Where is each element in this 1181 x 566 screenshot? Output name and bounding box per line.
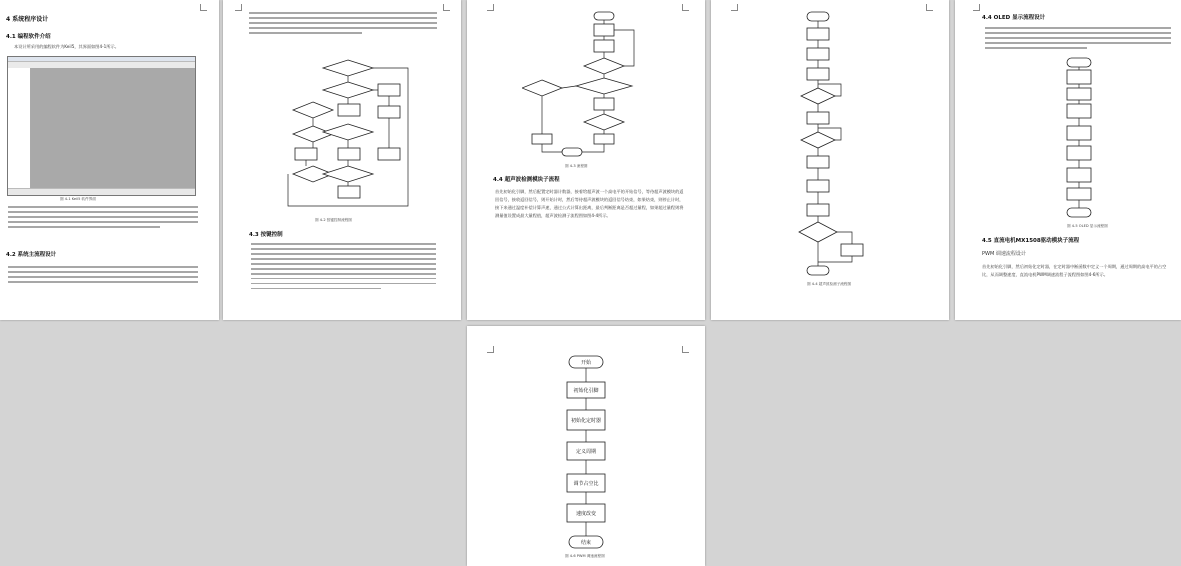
heading-chapter-4: 4 系统程序设计 [6,16,49,23]
figure-caption: 图 4-6 PWM 调速流程图 [565,554,605,558]
body-text-block [8,266,198,286]
figure-caption: 图 4-2 按键控制流程图 [315,218,352,222]
document-page-1 [0,0,219,320]
document-page-2 [223,0,461,320]
heading-4-1: 4.1 编程软件介绍 [6,34,51,40]
button-control-flowchart [283,58,413,208]
intro-paragraph: 本设计所采用的编程软件为Keil5，其界面如图4-1所示。 [14,44,119,49]
pwm-node-speed-change: 速度改变 [575,511,597,517]
ultrasonic-detection-flowchart [791,10,871,280]
screenshot-editor-area [31,68,195,189]
subheading-pwm: PWM 调速流程设计 [982,251,1026,257]
body-text-block [251,243,436,293]
heading-4-3: 4.3 按键控制 [249,232,283,238]
figure-caption: 图 4-1 Keil5 软件界面 [60,197,96,201]
pwm-node-duty-cycle: 调节占空比 [573,481,599,487]
heading-4-4-ultrasonic: 4.4 超声波检测模块子流程 [493,177,560,183]
page-corner-mark [200,4,207,11]
page-corner-mark [926,4,933,11]
keil5-screenshot-figure [7,56,196,196]
page-corner-mark [235,4,242,11]
screenshot-statusbar [8,188,195,195]
page-corner-mark [682,4,689,11]
document-page-3 [467,0,705,320]
heading-4-2: 4.2 系统主流程设计 [6,252,57,258]
heading-4-5: 4.5 直流电机MX1508驱动模块子流程 [982,238,1080,244]
figure-caption: 图 4-3 流程图 [565,164,588,168]
body-text-block [249,12,437,37]
figure-caption: 图 4-5 OLED 显示流程图 [1067,224,1108,228]
figure-caption: 图 4-4 超声波检测子流程图 [807,282,852,286]
document-page-4 [711,0,949,320]
screenshot-project-panel [8,68,31,189]
ultrasonic-body-paragraph: 首先初始化引脚，然后配置定时器计数器，接着给超声波一个高电平的开始信号，等待超声波模块的返回信号，接收返回信号，则开始计时，然后等待超声波模块的返回信号结束，如果结束，则停止计时，接下来通过温度补偿计算声速，通过公式计算出距离，最后判断距离是否超过量程，如果超过量程则将测量值设置成最大量程值，超声波检测子流程图如图4-4所示。 [495,189,684,218]
ultrasonic-overview-flowchart [522,10,642,160]
pwm-node-end: 结束 [580,540,592,546]
page-corner-mark [487,4,494,11]
pwm-body-paragraph: 首先初始化引脚，然后初始化定时器，在定时器中断函数中定义一个周期，通过周期的高电平的占空比，从而调整速度，直流电机PWM调速流程子流程图如图4-6所示。 [982,264,1167,277]
page-corner-mark [973,4,980,11]
pwm-node-start: 开始 [580,360,592,366]
page-corner-mark [443,4,450,11]
page-corner-mark [682,346,689,353]
heading-4-4-oled: 4.4 OLED 显示流程设计 [982,15,1046,21]
oled-display-flowchart [1055,56,1105,224]
page-corner-mark [487,346,494,353]
body-text-block [985,27,1171,52]
document-page-5 [955,0,1181,320]
page-corner-mark [731,4,738,11]
pwm-node-init-pins: 初始化引脚 [573,388,599,394]
pwm-node-init-timer: 初始化定时器 [570,418,602,424]
pwm-node-define-period: 定义周期 [575,449,597,455]
pwm-speed-flowchart [557,354,615,554]
body-text-block [8,206,198,231]
document-page-6 [467,326,705,566]
